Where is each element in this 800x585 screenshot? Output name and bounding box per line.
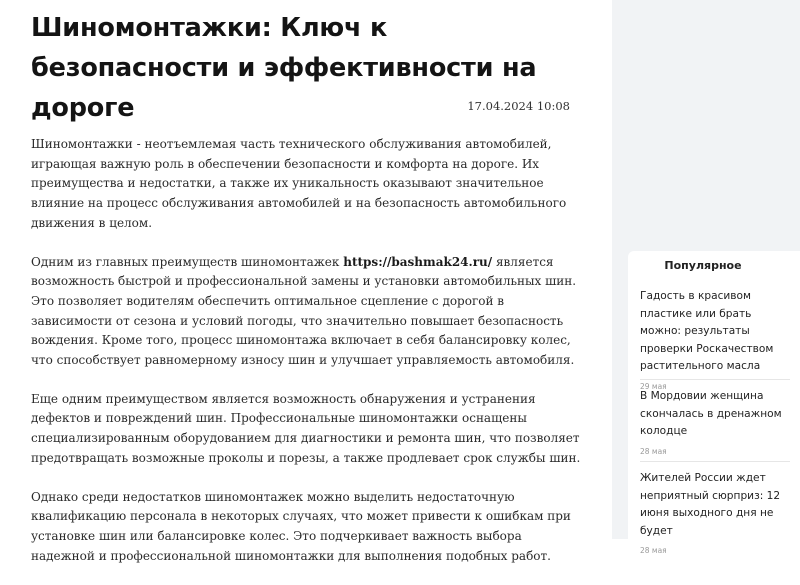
bashmak24-link[interactable]: https://bashmak24.ru/: [343, 254, 493, 269]
popular-item[interactable]: [640, 388, 790, 456]
paragraph-text: Одним из главных преимуществ шиномонтажек: [31, 254, 344, 269]
article-title: Шиномонтажки: Ключ к безопасности и эффективности на дороге: [31, 13, 537, 123]
popular-item-title[interactable]: Жителей России ждет неприятный сюрприз: 12 июня выходного дня не будет: [640, 472, 781, 537]
popular-title: Популярное: [664, 259, 742, 272]
paragraph-text: является возможность быстрой и профессиональной замены и установки автомобильных шин. Это позволяет водителям обеспечить оптимальное сцепление с дорогой в зависимости от сезона и условий погоды, что значительно повышает безопасность вождения. Кроме того, процесс шиномонтажа включает в себя балансировку колес, что способствует равномерному износу шин и улучшает управляемость автомобиля.: [31, 254, 577, 368]
popular-item-title[interactable]: Гадость в красивом пластике или брать можно: результаты проверки Роскачеством растительного масла: [640, 290, 774, 373]
popular-item-date: 29 мая: [640, 381, 667, 391]
article-paragraph: Шиномонтажки - неотъемлемая часть технического обслуживания автомобилей, играющая важную роль в обеспечении безопасности и комфорта на дороге. Их преимущества и недостатки, а также их уникальность оказывают значительное влияние на процесс обслуживания автомобилей и на безопасность автомобильного движения в целом.: [31, 137, 567, 230]
popular-item[interactable]: [640, 288, 790, 391]
popular-item-date: 28 мая: [640, 446, 667, 456]
article-paragraph: Однако среди недостатков шиномонтажек можно выделить недостаточную квалификацию персонала в некоторых случаях, что может привести к ошибкам при установке шин или балансировке колес. Это подчеркивает важность выбора надежной и профессиональной шиномонтажки для выполнения подобных работ.: [31, 489, 571, 563]
article-paragraph: [31, 253, 581, 371]
article-paragraph: Еще одним преимуществом является возможность обнаружения и устранения дефектов и повреждений шин. Профессиональные шиномонтажки оснащены специализированным оборудованием для диагностики и ремонта шин, что позволяет предотвращать возможные проколы и порезы, а также продлевает срок службы шин.: [31, 391, 581, 465]
popular-item-date: 28 мая: [640, 546, 667, 556]
divider: [640, 461, 790, 462]
sidebar: [612, 0, 800, 556]
popular-item-title[interactable]: В Мордовии женщина скончалась в дренажном колодце: [640, 390, 782, 438]
popular-widget: [628, 251, 800, 556]
popular-item[interactable]: [640, 470, 790, 555]
article-date: 17.04.2024 10:08: [467, 99, 570, 113]
divider: [640, 379, 790, 380]
article-body: [31, 135, 581, 585]
